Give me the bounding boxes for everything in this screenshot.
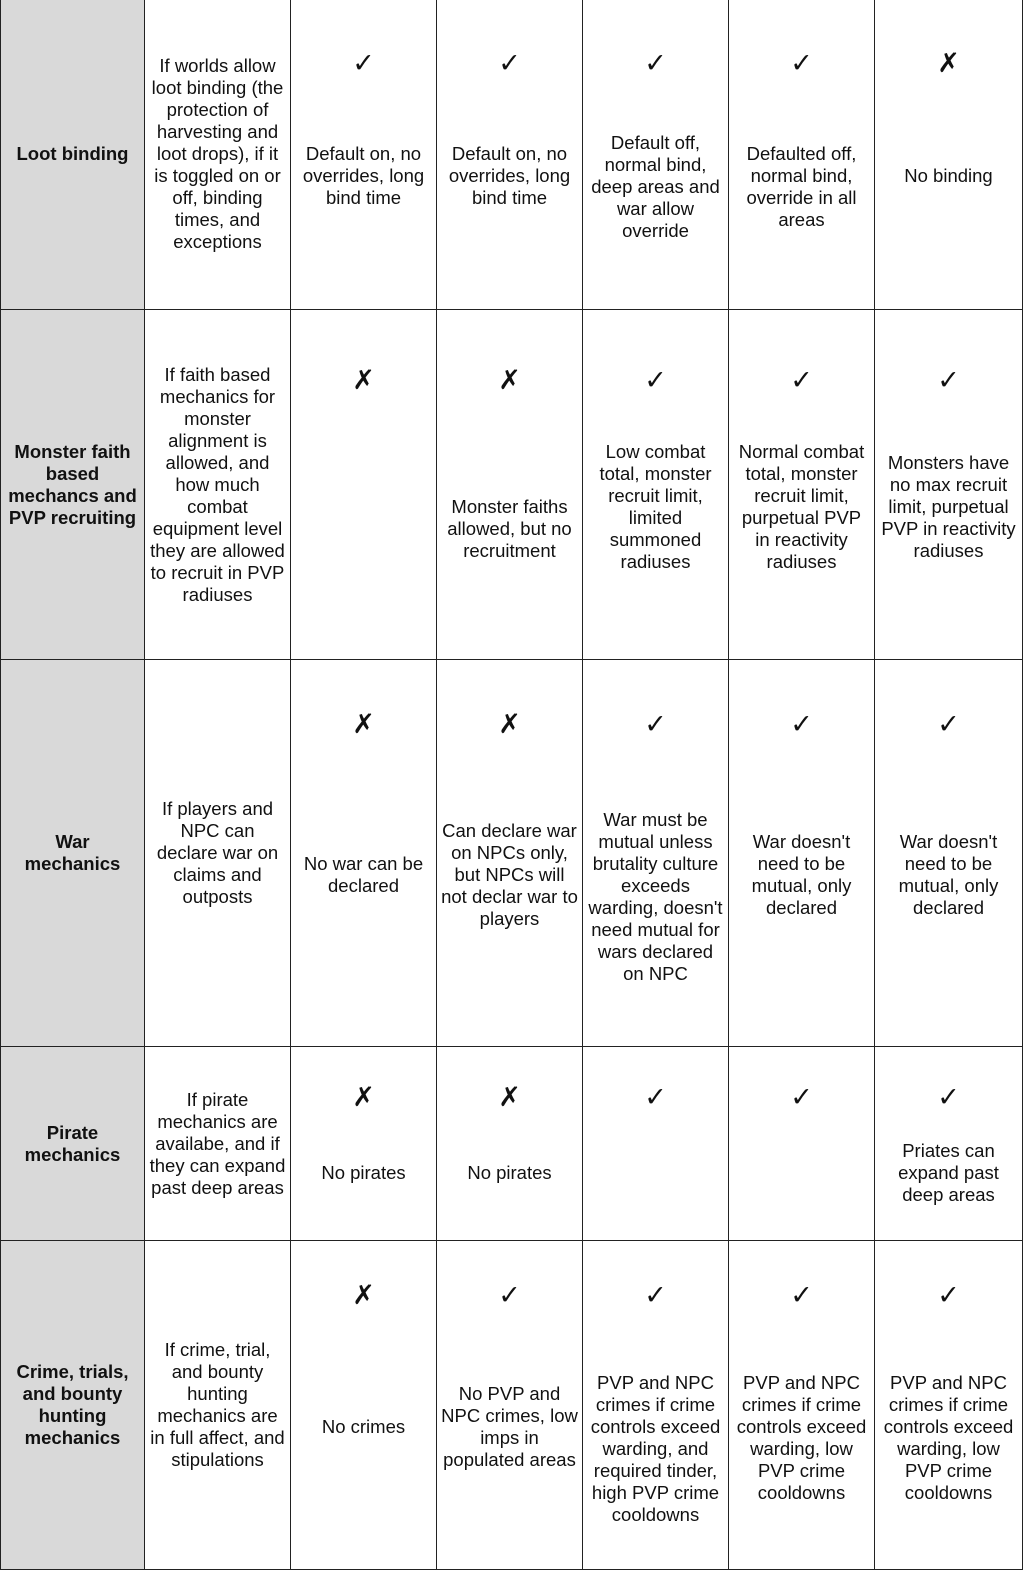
tier-note: Monster faiths allowed, but no recruitment xyxy=(447,495,572,561)
tier-cell xyxy=(875,1241,1023,1570)
tier-cell xyxy=(729,660,875,1047)
feature-name: War mechanics xyxy=(1,660,145,1047)
table-row xyxy=(1,1047,1023,1241)
tier-note: PVP and NPC crimes if crime controls exceed warding, and required tinder, high PVP crime cooldowns xyxy=(590,1372,721,1525)
tier-note: Can declare war on NPCs only, but NPCs will not declar war to players xyxy=(441,820,578,929)
cross-icon: ✗ xyxy=(352,1082,375,1113)
cross-icon: ✗ xyxy=(498,709,521,740)
check-icon: ✓ xyxy=(498,48,521,79)
tier-cell xyxy=(291,0,437,310)
tier-note: No crimes xyxy=(321,1416,406,1437)
tier-note: No PVP and NPC crimes, low imps in populated areas xyxy=(441,1383,578,1470)
tier-cell xyxy=(437,310,583,660)
feature-name: Crime, trials, and bounty hunting mechanics xyxy=(1,1241,145,1570)
tier-cell xyxy=(291,660,437,1047)
tier-note: No pirates xyxy=(321,1161,406,1183)
table-row xyxy=(1,1241,1023,1570)
cross-icon: ✗ xyxy=(352,1280,375,1311)
feature-description: If faith based mechanics for monster alignment is allowed, and how much combat equipment level they are allowed to recruit in PVP radiuses xyxy=(145,310,291,660)
tier-cell xyxy=(729,310,875,660)
tier-cell xyxy=(583,1241,729,1570)
tier-cell xyxy=(583,1047,729,1241)
tier-cell xyxy=(437,0,583,310)
tier-cell xyxy=(291,1241,437,1570)
check-icon: ✓ xyxy=(790,365,813,396)
tier-cell xyxy=(729,1047,875,1241)
tier-cell xyxy=(437,1047,583,1241)
check-icon: ✓ xyxy=(644,1082,667,1113)
tier-cell xyxy=(875,0,1023,310)
tier-note: PVP and NPC crimes if crime controls exceed warding, low PVP crime cooldowns xyxy=(736,1372,867,1503)
table-row xyxy=(1,310,1023,660)
check-icon: ✓ xyxy=(790,709,813,740)
tier-cell xyxy=(437,660,583,1047)
check-icon: ✓ xyxy=(937,365,960,396)
tier-note: Defaulted off, normal bind, override in all areas xyxy=(746,143,857,230)
tier-cell xyxy=(583,660,729,1047)
tier-cell xyxy=(437,1241,583,1570)
check-icon: ✓ xyxy=(937,1082,960,1113)
tier-note: No binding xyxy=(904,165,993,186)
check-icon: ✓ xyxy=(937,1280,960,1311)
feature-name: Pirate mechanics xyxy=(1,1047,145,1241)
tier-note: War doesn't need to be mutual, only declared xyxy=(898,831,999,918)
check-icon: ✓ xyxy=(644,709,667,740)
check-icon: ✓ xyxy=(644,365,667,396)
tier-cell xyxy=(875,660,1023,1047)
tier-note: No war can be declared xyxy=(303,853,424,896)
feature-description: If pirate mechanics are availabe, and if they can expand past deep areas xyxy=(145,1047,291,1241)
check-icon: ✓ xyxy=(352,48,375,79)
tier-cell xyxy=(583,310,729,660)
table-row xyxy=(1,660,1023,1047)
feature-description: If worlds allow loot binding (the protection of harvesting and loot drops), if it is toggled on or off, binding times, and exceptions xyxy=(145,0,291,310)
check-icon: ✓ xyxy=(937,709,960,740)
cross-icon: ✗ xyxy=(352,365,375,396)
tier-cell xyxy=(875,310,1023,660)
tier-note: Default off, normal bind, deep areas and war allow override xyxy=(591,132,720,241)
tier-note: War must be mutual unless brutality culture exceeds warding, doesn't need mutual for wars declared on NPC xyxy=(588,809,723,984)
tier-cell xyxy=(291,310,437,660)
feature-name: Loot binding xyxy=(1,0,145,310)
tier-cell xyxy=(729,1241,875,1570)
check-icon: ✓ xyxy=(498,1280,521,1311)
tier-note: Monsters have no max recruit limit, purpetual PVP in reactivity radiuses xyxy=(881,451,1016,561)
tier-note: Normal combat total, monster recruit limit, purpetual PVP in reactivity radiuses xyxy=(738,440,865,572)
tier-note: Default on, no overrides, long bind time xyxy=(302,143,425,208)
check-icon: ✓ xyxy=(790,1082,813,1113)
feature-name: Monster faith based mechancs and PVP recruiting xyxy=(1,310,145,660)
tier-cell xyxy=(729,0,875,310)
cross-icon: ✗ xyxy=(352,709,375,740)
table-row xyxy=(1,0,1023,310)
tier-note: War doesn't need to be mutual, only declared xyxy=(751,831,852,918)
check-icon: ✓ xyxy=(644,1280,667,1311)
tier-note: PVP and NPC crimes if crime controls exceed warding, low PVP crime cooldowns xyxy=(883,1372,1014,1503)
cross-icon: ✗ xyxy=(937,48,960,79)
feature-description: If players and NPC can declare war on claims and outposts xyxy=(145,660,291,1047)
tier-note: Low combat total, monster recruit limit, limited summoned radiuses xyxy=(599,440,712,572)
tier-note: Priates can expand past deep areas xyxy=(898,1139,999,1205)
tier-cell xyxy=(583,0,729,310)
cross-icon: ✗ xyxy=(498,1082,521,1113)
check-icon: ✓ xyxy=(790,48,813,79)
check-icon: ✓ xyxy=(790,1280,813,1311)
check-icon: ✓ xyxy=(644,48,667,79)
tier-cell xyxy=(875,1047,1023,1241)
tier-cell xyxy=(291,1047,437,1241)
cross-icon: ✗ xyxy=(498,365,521,396)
tier-note: Default on, no overrides, long bind time xyxy=(448,143,571,208)
feature-description: If crime, trial, and bounty hunting mechanics are in full affect, and stipulations xyxy=(145,1241,291,1570)
tier-note: No pirates xyxy=(467,1161,552,1183)
